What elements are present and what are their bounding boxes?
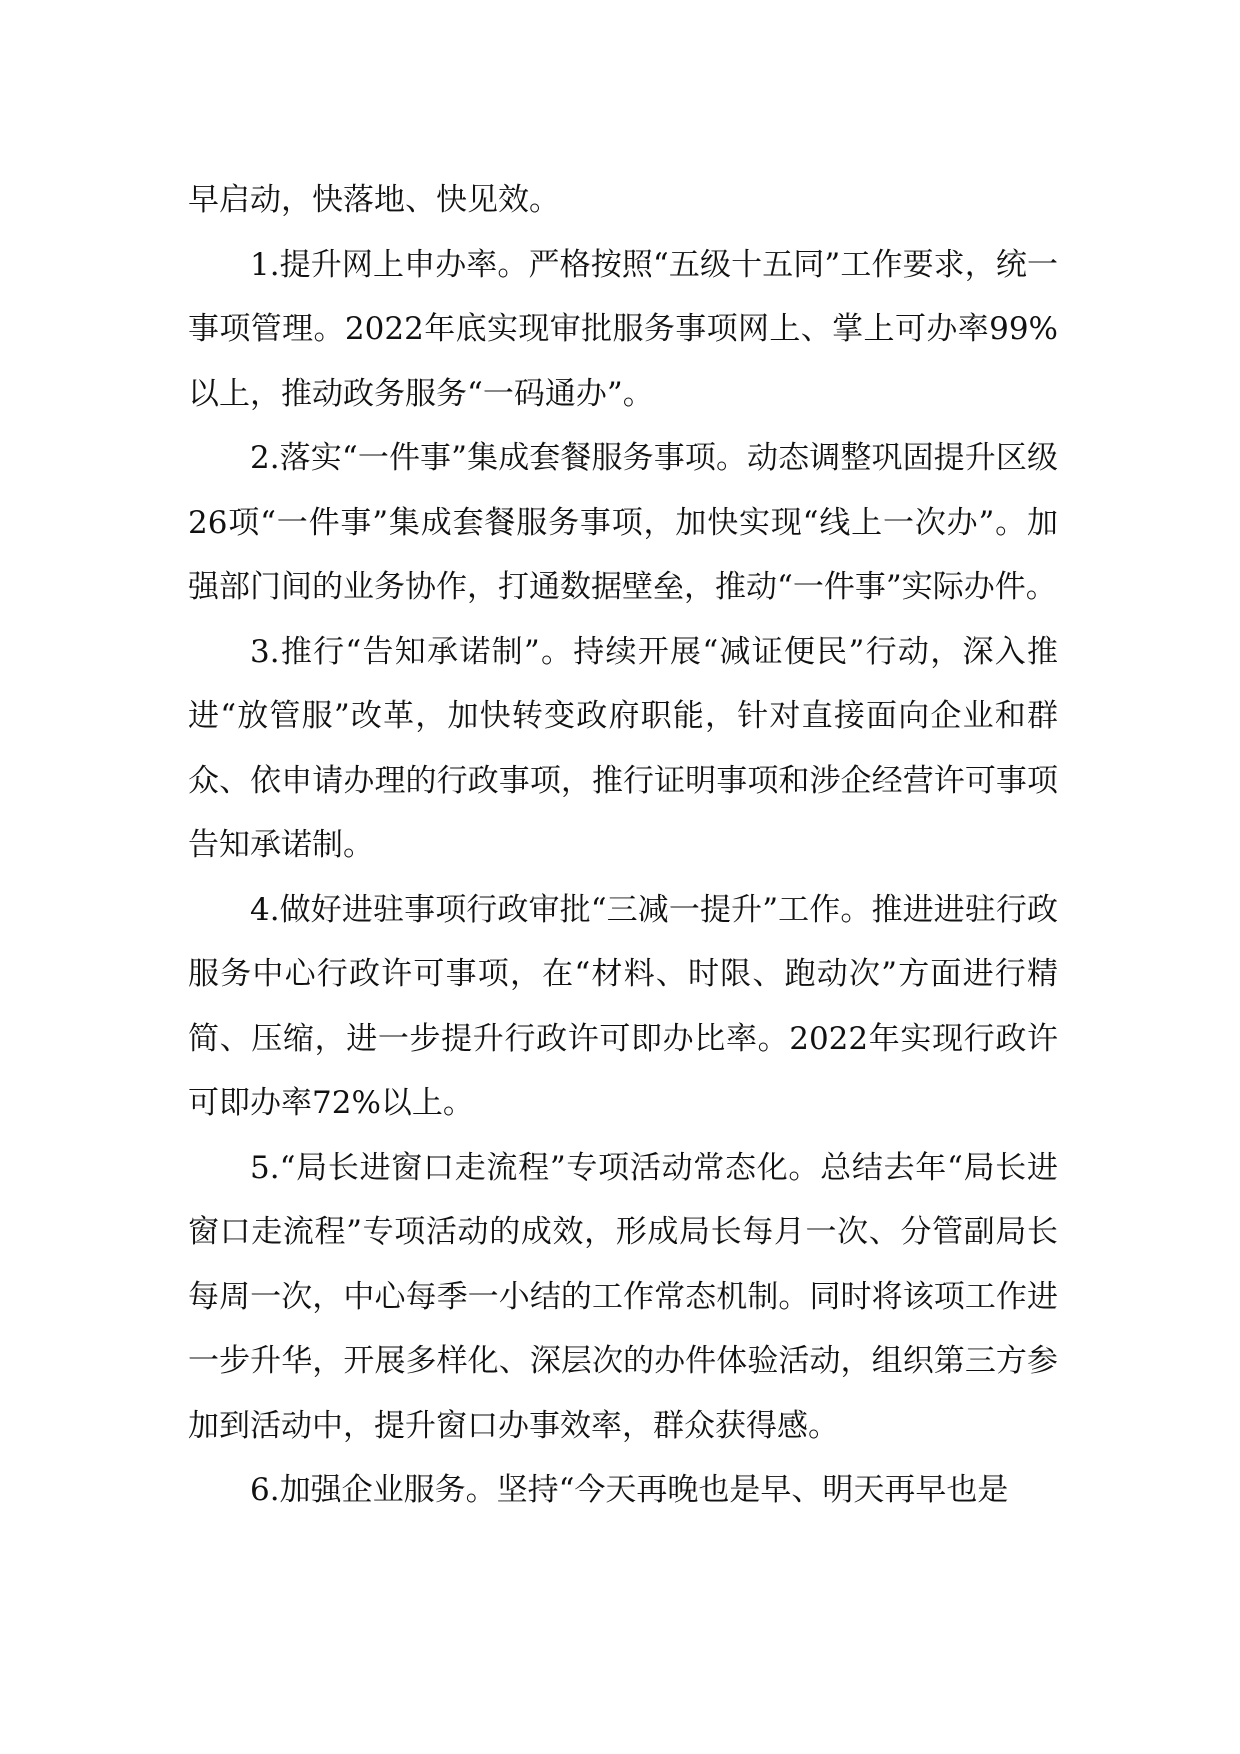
paragraph-continuation: 早启动，快落地、快见效。: [188, 182, 560, 218]
paragraph-item-4: 4.做好进驻事项行政审批“三减一提升”工作。推进进驻行政服务中心行政许可事项，在“材料、时限、跑动次”方面进行精简、压缩，进一步提升行政许可即办比率。2022年实现行政许可即办率72%以上。: [188, 891, 1058, 1121]
paragraph-item-5: 5.“局长进窗口走流程”专项活动常态化。总结去年“局长进窗口走流程”专项活动的成效，形成局长每月一次、分管副局长每周一次，中心每季一小结的工作常态机制。同时将该项工作进一步升华，开展多样化、深层次的办件体验活动，组织第三方参加到活动中，提升窗口办事效率，群众获得感。: [188, 1149, 1058, 1444]
body-text: [188, 168, 1058, 1523]
paragraph-item-1: 1.提升网上申办率。严格按照“五级十五同”工作要求，统一事项管理。2022年底实现审批服务事项网上、掌上可办率99%以上，推动政务服务“一码通办”。: [188, 246, 1058, 412]
paragraph-item-3: 3.推行“告知承诺制”。持续开展“减证便民”行动，深入推进“放管服”改革，加快转变政府职能，针对直接面向企业和群众、依申请办理的行政事项，推行证明事项和涉企经营许可事项告知承诺制。: [188, 633, 1058, 863]
paragraph-item-6: 6.加强企业服务。坚持“今天再晚也是早、明天再早也是: [250, 1472, 1009, 1508]
paragraph-item-2: 2.落实“一件事”集成套餐服务事项。动态调整巩固提升区级26项“一件事”集成套餐服务事项，加快实现“线上一次办”。加强部门间的业务协作，打通数据壁垒，推动“一件事”实际办件。: [188, 440, 1058, 605]
